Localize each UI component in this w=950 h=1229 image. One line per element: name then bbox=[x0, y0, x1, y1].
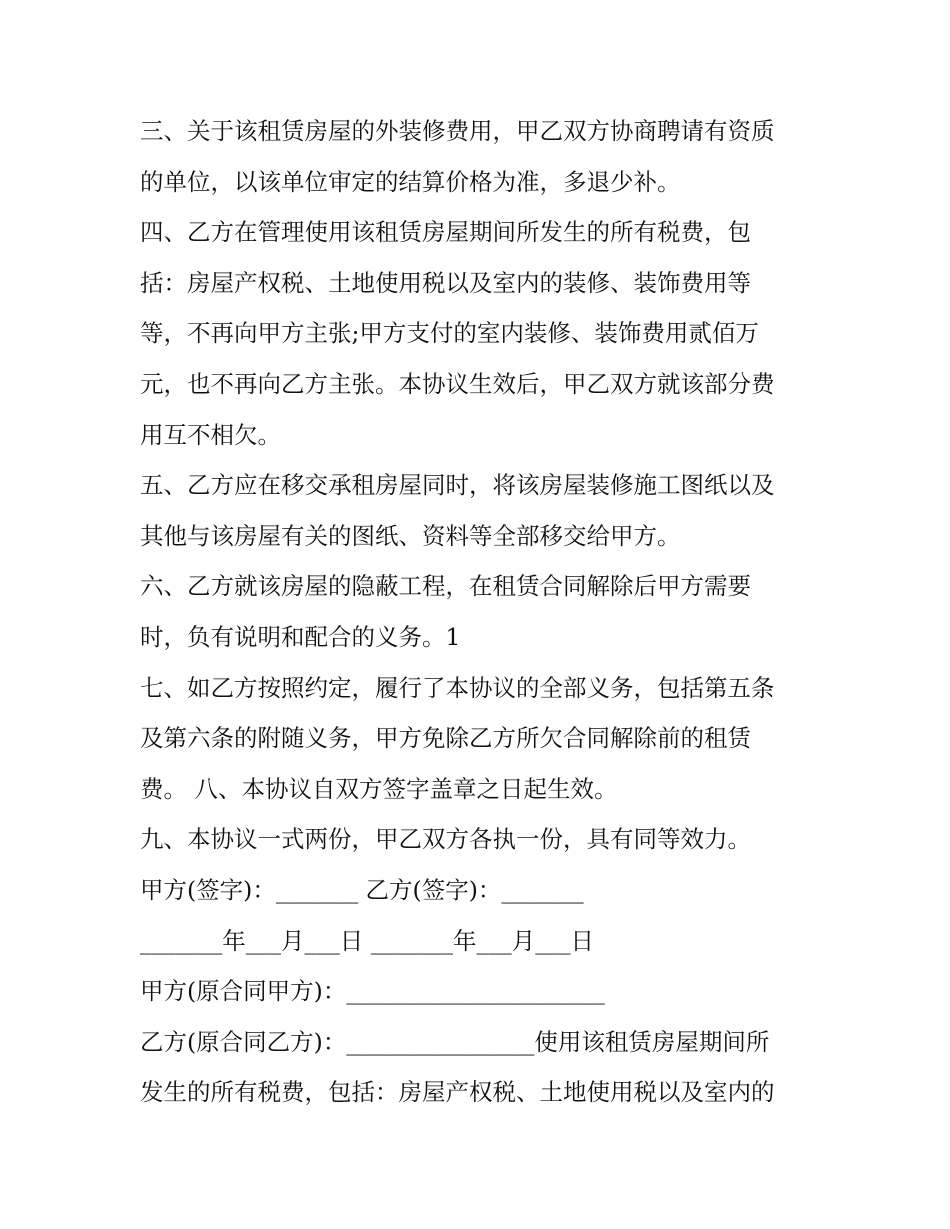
text-line: 费。 八、本协议自双方签字盖章之日起生效。 bbox=[140, 774, 618, 803]
text-line: 发生的所有税费，包括：房屋产权税、土地使用税以及室内的 bbox=[140, 1078, 775, 1107]
signature-line: 乙方(原合同乙方)：________________使用该租赁房屋期间所 bbox=[140, 1027, 770, 1056]
text-line: 等，不再向甲方主张;甲方支付的室内装修、装饰费用贰佰万 bbox=[140, 319, 759, 348]
date-line: _______年___月___日 _______年___月___日 bbox=[140, 926, 594, 955]
signature-line: 甲方(原合同甲方)：______________________ bbox=[140, 977, 605, 1006]
text-line: 时，负有说明和配合的义务。1 bbox=[140, 622, 461, 651]
text-line: 其他与该房屋有关的图纸、资料等全部移交给甲方。 bbox=[140, 521, 681, 550]
text-line: 的单位，以该单位审定的结算价格为准，多退少补。 bbox=[140, 167, 681, 196]
text-line: 元，也不再向乙方主张。本协议生效后，甲乙双方就该部分费 bbox=[140, 369, 775, 398]
signature-line: 甲方(签字)：_______ 乙方(签字)：_______ bbox=[140, 875, 584, 904]
text-line: 用互不相欠。 bbox=[140, 420, 281, 449]
text-line: 五、乙方应在移交承租房屋同时，将该房屋装修施工图纸以及 bbox=[140, 471, 775, 500]
document-page bbox=[140, 106, 820, 1118]
text-line: 九、本协议一式两份，甲乙双方各执一份，具有同等效力。 bbox=[140, 825, 751, 854]
text-line: 括：房屋产权税、土地使用税以及室内的装修、装饰费用等 bbox=[140, 268, 751, 297]
text-line: 六、乙方就该房屋的隐蔽工程，在租赁合同解除后甲方需要 bbox=[140, 572, 751, 601]
text-line: 七、如乙方按照约定，履行了本协议的全部义务，包括第五条 bbox=[140, 673, 775, 702]
text-line: 三、关于该租赁房屋的外装修费用，甲乙双方协商聘请有资质 bbox=[140, 117, 775, 145]
text-line: 及第六条的附随义务，甲方免除乙方所欠合同解除前的租赁 bbox=[140, 724, 751, 753]
text-line: 四、乙方在管理使用该租赁房屋期间所发生的所有税费，包 bbox=[140, 218, 751, 247]
